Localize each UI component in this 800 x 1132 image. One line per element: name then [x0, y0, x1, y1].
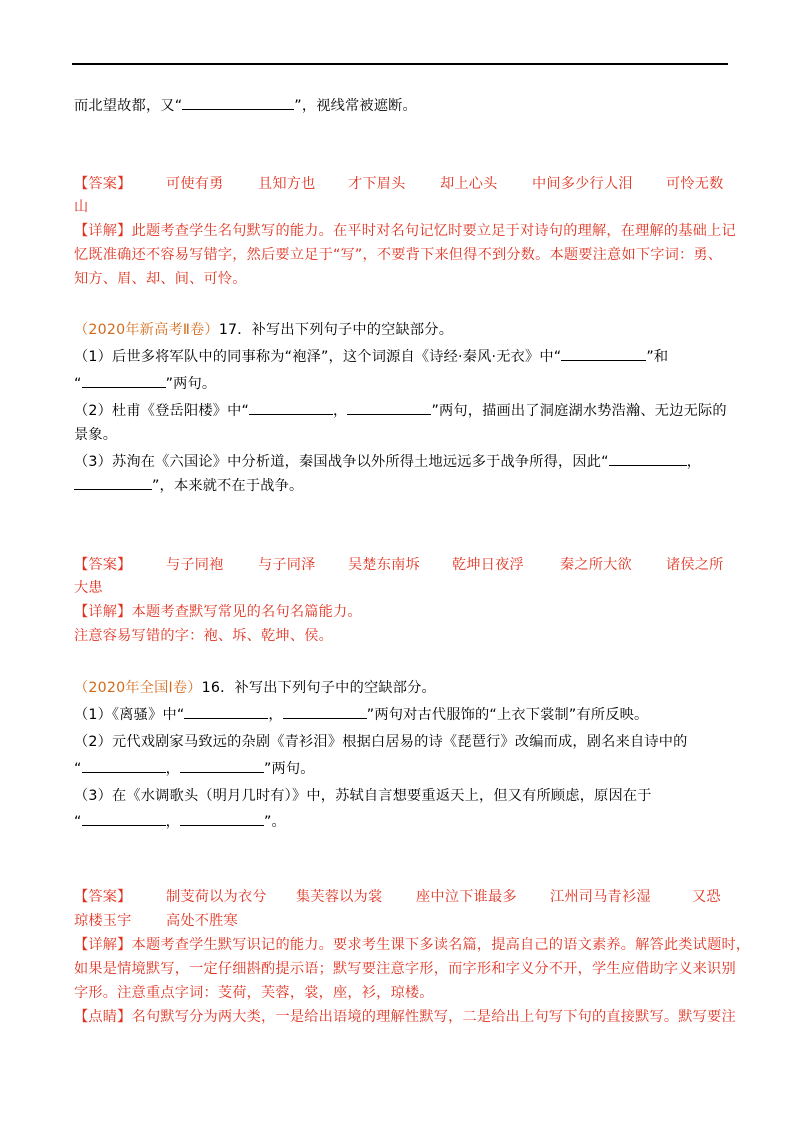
answer-item: 与子同袍 — [166, 557, 224, 573]
tip-text: 名句默写分为两大类，一是给出语境的理解性默写，二是给出上句写下句的直接默写。默写要注 — [131, 1009, 736, 1025]
detail-label: 【详解】 — [74, 223, 132, 239]
text: “ — [74, 761, 82, 777]
detail-line — [74, 600, 734, 624]
question-source: （2020年全国Ⅰ卷） — [74, 680, 202, 696]
text: （1）后世多将军队中的同事称为“袍泽”，这个词源自《诗经·秦风·无衣》中“ — [74, 349, 562, 365]
answer-blank — [609, 451, 687, 466]
answer-blank — [347, 400, 431, 415]
text: ， — [686, 454, 702, 470]
question-item — [74, 757, 734, 781]
text: ”。 — [263, 814, 286, 830]
question-item — [74, 810, 734, 834]
text: ”，本来就不在于战争。 — [152, 478, 304, 494]
answer-item: 江州司马青衫湿 — [550, 889, 651, 905]
detail-line — [74, 219, 734, 243]
answer-item: 可使有勇 — [166, 176, 224, 192]
text: （2）杜甫《登岳阳楼》中“ — [74, 403, 250, 419]
text: “ — [74, 814, 82, 830]
answer-item: 且知方也 — [258, 176, 316, 192]
answer-blank — [74, 475, 152, 490]
answer-blank — [184, 704, 268, 719]
question-text: 16．补写出下列句子中的空缺部分。 — [201, 680, 436, 696]
detail-text: 此题考查学生名句默写的能力。在平时对名句记忆时要立足于对诗句的理解，在理解的基础上记 — [131, 223, 736, 239]
answer-label: 【答案】 — [74, 176, 132, 192]
question-text: 17．补写出下列句子中的空缺部分。 — [218, 322, 454, 338]
question-tail — [74, 94, 734, 118]
detail-label: 【详解】 — [74, 937, 132, 953]
text: ”两句。 — [165, 376, 217, 392]
tip-label: 【点睛】 — [74, 1009, 132, 1025]
answer-item: 高处不胜寒 — [166, 913, 238, 929]
question-item — [74, 372, 734, 396]
text: （3）苏洵在《六国论》中分析道，秦国战争以外所得土地远远多于战争所得，因此“ — [74, 454, 609, 470]
tip-line — [74, 1005, 734, 1029]
answer-line — [74, 885, 734, 909]
detail-text: 注意容易写错的字：袍、坼、乾坤、侯。 — [74, 628, 333, 644]
answer-item: 中间多少行人泪 — [532, 176, 633, 192]
answer-item: 座中泣下谁最多 — [416, 889, 517, 905]
answer-blank — [82, 811, 166, 826]
answer-blank — [249, 400, 333, 415]
question-item — [74, 345, 734, 369]
answer-item: 与子同泽 — [258, 557, 316, 573]
answer-item: 琼楼玉宇 — [74, 913, 132, 929]
detail-line — [74, 933, 751, 957]
answer-item: 才下眉头 — [348, 176, 406, 192]
answer-item: 又恐 — [692, 889, 721, 905]
detail-label: 【详解】 — [74, 604, 132, 620]
answer-blank — [182, 95, 294, 110]
detail-text: 忆既准确还不容易写错字，然后要立足于“写”，不要背下来但得不到分数。本题要注意如下字词：勇、 — [74, 247, 723, 263]
answer-blank — [82, 758, 166, 773]
answer-item: 诸侯之所 — [666, 557, 724, 573]
answer-item: 集芙蓉以为裳 — [296, 889, 383, 905]
answer-item: 秦之所大欲 — [560, 557, 632, 573]
question-item — [74, 703, 734, 727]
question-item: （2）元代戏剧家马致远的杂剧《青衫泪》根据白居易的诗《琵琶行》改编而成，剧名来自诗中的 — [74, 734, 688, 750]
question-title — [74, 318, 734, 342]
answer-label: 【答案】 — [74, 557, 132, 573]
text: ， — [333, 403, 348, 419]
answer-blank — [82, 373, 166, 388]
text: ”两句。 — [263, 761, 315, 777]
answer-item: 却上心头 — [440, 176, 498, 192]
text: （1）《离骚》中“ — [74, 707, 185, 723]
text: ， — [165, 814, 180, 830]
question-item — [74, 450, 734, 474]
question-source: （2020年新高考Ⅱ卷） — [74, 322, 219, 338]
detail-text: 本题考查默写常见的名句名篇能力。 — [131, 604, 362, 620]
header-rule — [72, 63, 728, 65]
text: ”和 — [646, 349, 669, 365]
answer-item: 吴楚东南坼 — [348, 557, 420, 573]
text: ， — [165, 761, 180, 777]
text: ”，视线常被遮断。 — [294, 98, 417, 114]
text: 景象。 — [74, 427, 118, 443]
answer-blank — [180, 811, 264, 826]
answer-line — [74, 909, 734, 933]
question-title — [74, 676, 734, 700]
answer-blank — [283, 704, 367, 719]
detail-text: 字形。注意重点字词：芰荷，芙蓉，裳，座，衫，琼楼。 — [74, 985, 434, 1001]
answer-line — [74, 553, 734, 577]
detail-text: 本题考查学生默写识记的能力。要求考生课下多读名篇，提高自己的语文素养。解答此类试题时， — [131, 937, 751, 953]
answer-blank — [561, 346, 646, 361]
text: ”两句，描画出了洞庭湖水势浩瀚、无边无际的 — [431, 403, 727, 419]
answer-item: 乾坤日夜浮 — [452, 557, 524, 573]
answer-label: 【答案】 — [74, 889, 132, 905]
text: 而北望故都，又“ — [74, 98, 183, 114]
text: “ — [74, 376, 82, 392]
answer-line — [74, 172, 734, 196]
answer-item: 可怜无数 — [666, 176, 724, 192]
answer-item: 制芰荷以为衣兮 — [166, 889, 267, 905]
answer-blank — [180, 758, 264, 773]
question-item: （3）在《水调歌头（明月几时有）》中，苏轼自言想要重返天上，但又有所顾虑，原因在于 — [74, 788, 652, 804]
detail-text: 如果是情境默写，一定仔细斟酌提示语；默写要注意字形，而字形和字义分不开，学生应借助字义来识别 — [74, 961, 736, 977]
answer-item-wrap: 山 — [74, 199, 89, 215]
answer-item-wrap: 大患 — [74, 580, 103, 596]
question-item — [74, 399, 734, 423]
text: ”两句对古代服饰的“上衣下裳制”有所反映。 — [366, 707, 649, 723]
text: ， — [268, 707, 283, 723]
detail-text: 知方、眉、却、间、可怜。 — [74, 271, 247, 287]
question-item — [74, 474, 734, 498]
